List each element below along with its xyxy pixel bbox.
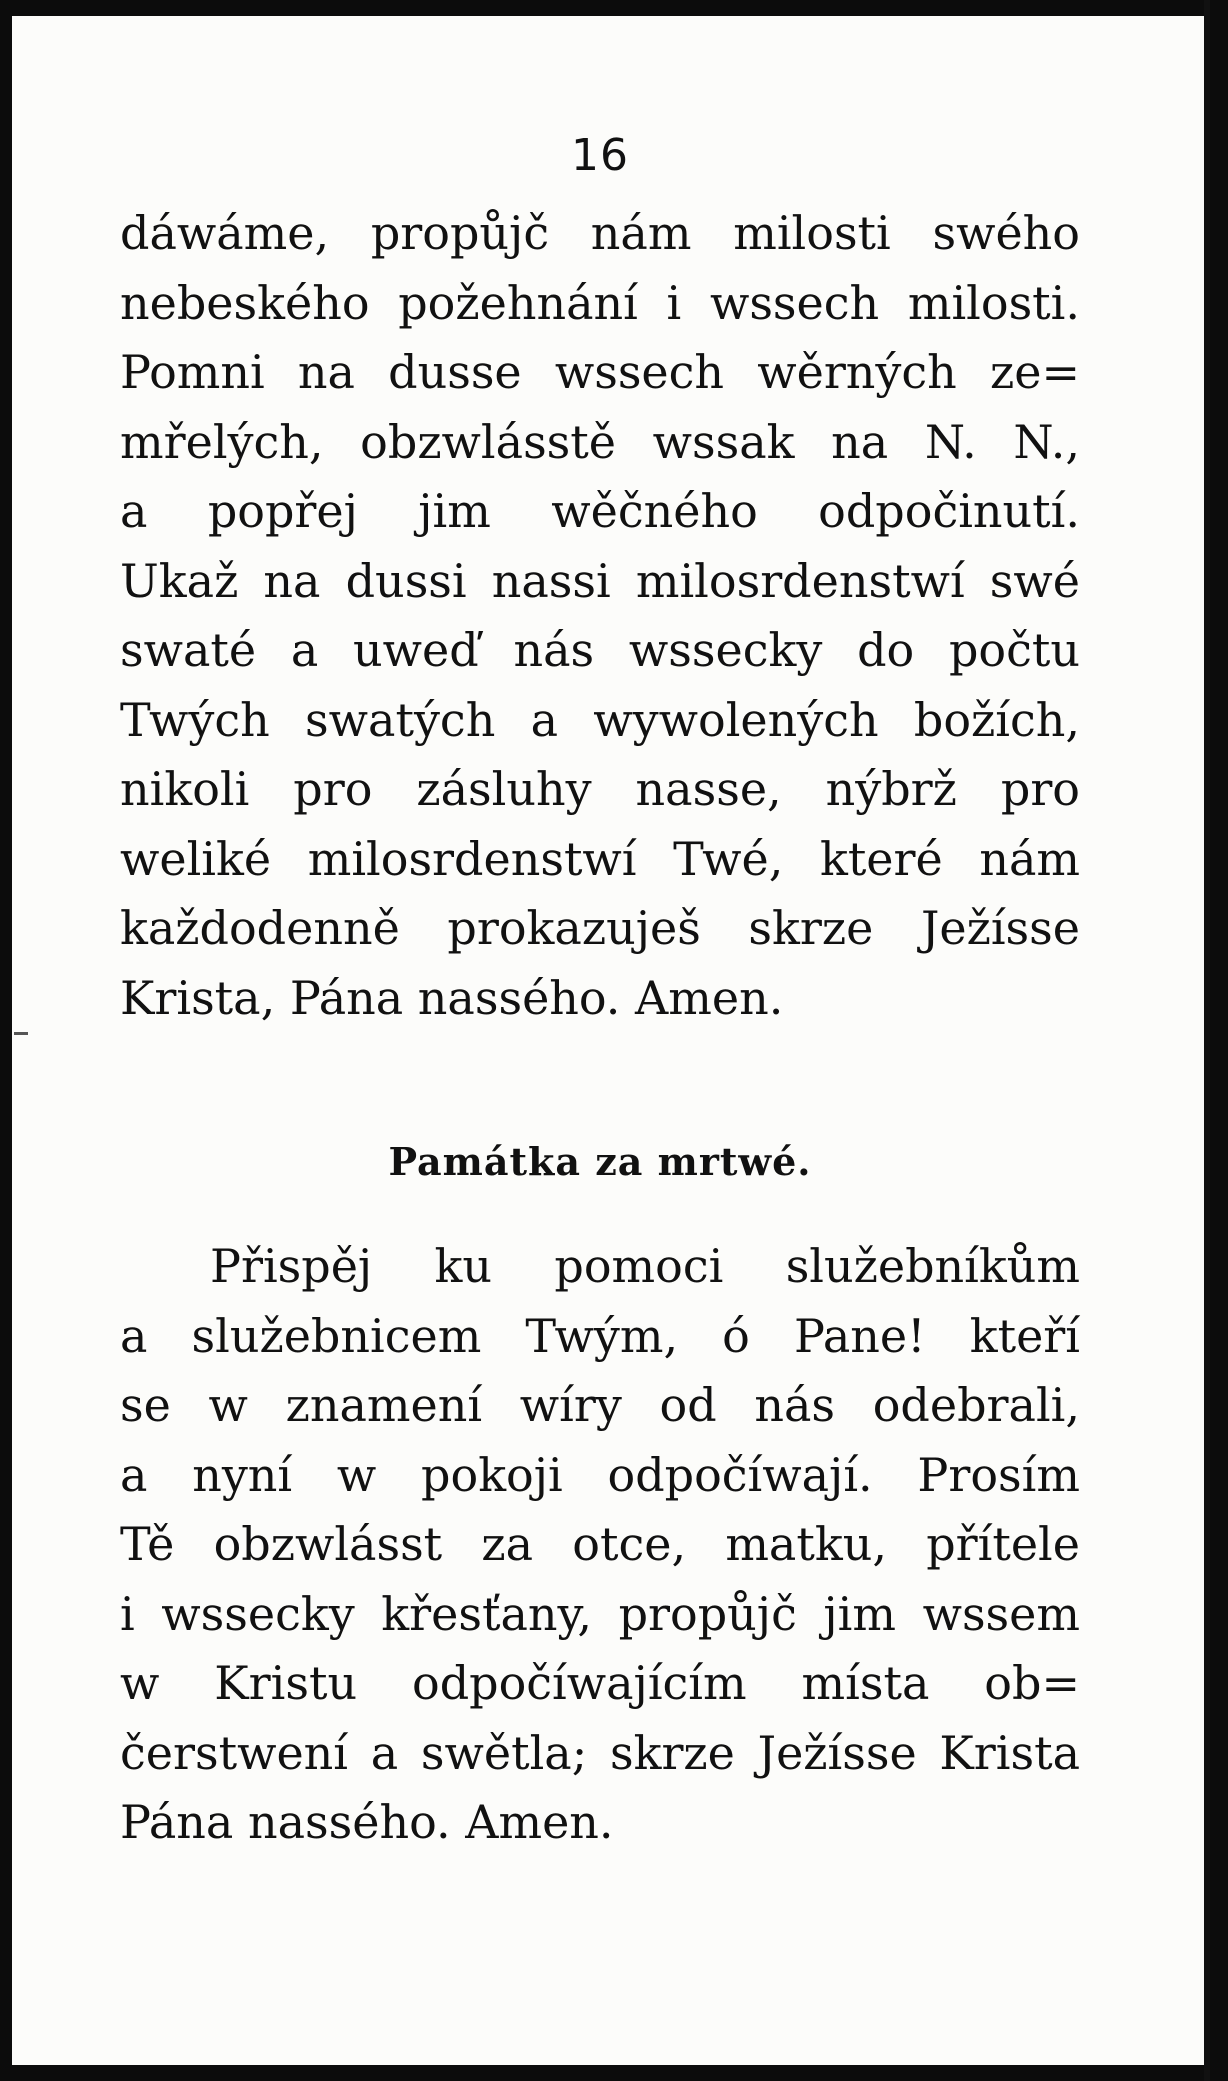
text-line: mřelých, obzwlásstě wssak na N. N., — [120, 414, 1080, 469]
text-line: Pomni na dusse wssech wěrných ze= — [120, 345, 1080, 399]
margin-mark — [14, 1032, 28, 1035]
text-line: Twých swatých a wywolených božích, — [120, 692, 1080, 747]
text-line: a popřej jim wěčného odpočinutí. — [120, 484, 1080, 538]
text-line: a služebnicem Twým, ó Pane! kteří — [120, 1308, 1080, 1363]
scan-border-bottom — [0, 2065, 1228, 2081]
text-line: se w znamení wíry od nás odebrali, — [120, 1378, 1080, 1432]
text-line: Tě obzwlásst za otce, matku, přítele — [120, 1517, 1080, 1571]
text-line: Ukaž na dussi nassi milosrdenstwí swé — [120, 553, 1080, 608]
scan-border-top — [0, 0, 1228, 16]
text-line: weliké milosrdenstwí Twé, které nám — [120, 831, 1080, 886]
text-line: dáwáme, propůjč nám milosti swého — [120, 206, 1080, 260]
text-line: a nyní w pokoji odpočíwají. Prosím — [120, 1447, 1080, 1502]
text-line: i wssecky křesťany, propůjč jim wssem — [120, 1586, 1080, 1641]
text-line: Pána nassého. Amen. — [120, 1795, 614, 1849]
text-line: čerstwení a swětla; skrze Ježísse Krista — [120, 1725, 1080, 1780]
text-line: každodenně prokazuješ skrze Ježísse — [120, 901, 1080, 955]
paragraph-prayer — [120, 199, 1080, 1033]
scan-border-left — [0, 0, 12, 2081]
text-line: nebeského požehnání i wssech milosti. — [120, 275, 1080, 330]
text-line: Krista, Pána nassého. Amen. — [120, 970, 784, 1025]
page-content — [120, 130, 1080, 1858]
paragraph-memorial — [120, 1232, 1080, 1858]
text-line: swaté a uweď nás wssecky do počtu — [120, 623, 1080, 677]
scan-border-right-outer — [1210, 0, 1228, 2081]
text-line: nikoli pro zásluhy nasse, nýbrž pro — [120, 762, 1080, 816]
text-line: Přispěj ku pomoci služebníkům — [210, 1239, 1080, 1293]
text-line: w Kristu odpočíwajícím místa ob= — [120, 1656, 1080, 1710]
section-heading: Památka za mrtwé. — [388, 1139, 812, 1184]
page-number: 16 — [571, 130, 629, 181]
